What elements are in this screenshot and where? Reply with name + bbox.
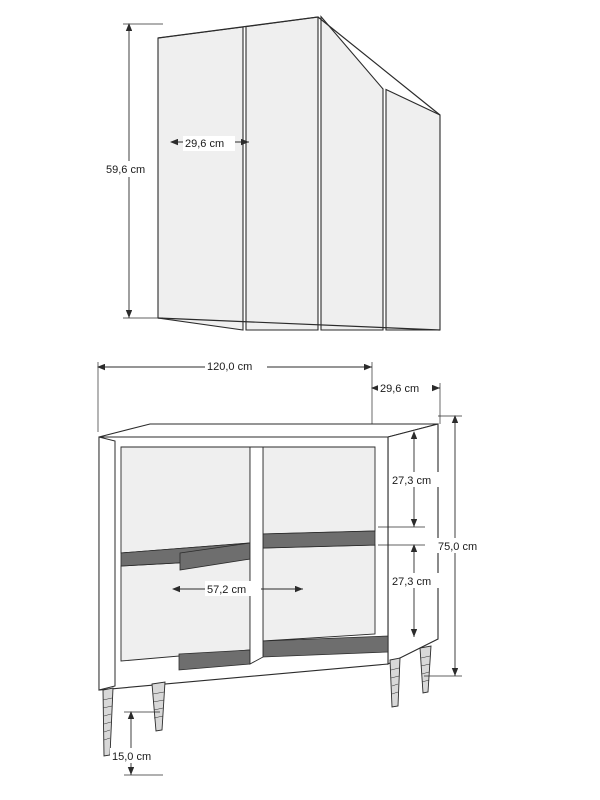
cabinet-width-label: 120,0 cm: [207, 361, 253, 373]
dimension-panel-height: [104, 24, 163, 318]
cabinet-top-surface: [99, 424, 438, 437]
compartment-bottom-left: [121, 559, 250, 661]
wall-panel-1: [158, 27, 243, 330]
cabinet-depth-label: 29,6 cm: [380, 383, 420, 395]
center-divider: [250, 447, 263, 664]
cabinet-view: [98, 358, 492, 775]
wall-panel-view: [104, 17, 440, 330]
wall-panel-2: [246, 17, 318, 330]
cabinet-height-label: 75,0 cm: [438, 541, 478, 553]
leg-back-left: [152, 682, 165, 731]
compartment-bottom-label: 27,3 cm: [392, 576, 432, 588]
wall-panel-3: [321, 17, 383, 330]
shelf-right-upper: [263, 531, 375, 548]
panel-height-label: 59,6 cm: [106, 164, 146, 176]
cabinet-right-side-panel: [388, 424, 438, 664]
cabinet-left-side-panel: [99, 437, 115, 690]
compartment-top-right: [263, 447, 375, 534]
wall-panel-body: [158, 17, 440, 330]
panel-depth-label: 29,6 cm: [185, 138, 225, 150]
compartment-bottom-right: [263, 545, 375, 641]
inner-width-label: 57,2 cm: [207, 584, 247, 596]
wall-panel-4: [386, 90, 440, 331]
dimension-cabinet-depth: [372, 380, 440, 424]
compartment-top-label: 27,3 cm: [392, 475, 432, 487]
dimension-cabinet-width: [98, 358, 372, 432]
leg-front-right: [390, 658, 400, 707]
leg-back-right: [420, 646, 431, 693]
leg-height-label: 15,0 cm: [112, 751, 152, 763]
compartment-top-left: [121, 447, 250, 553]
